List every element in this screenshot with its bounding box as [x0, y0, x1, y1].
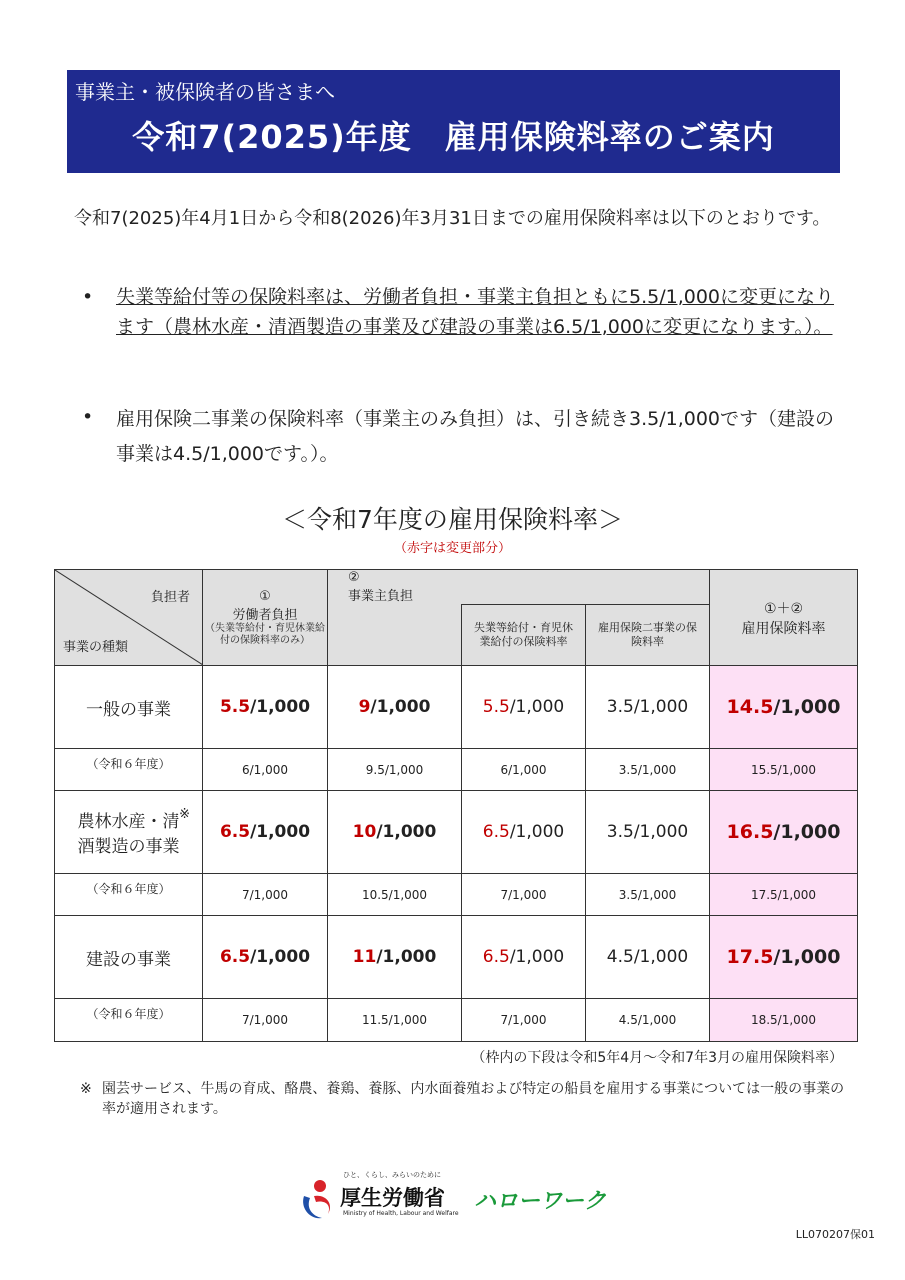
row-label-text: 建設の事業	[86, 949, 171, 970]
prev-value: 11.5/1,000	[328, 999, 462, 1042]
banner-subtitle: 事業主・被保険者の皆さまへ	[75, 80, 335, 104]
bullet-text: 雇用保険二事業の保険料率（事業主のみ負担）は、引き続き3.5/1,000です（建設の事業は4.5/1,000です。）。	[116, 408, 835, 465]
logo-ministry-en: Ministry of Health, Labour and Welfare	[343, 1210, 459, 1217]
employer-sub2-label: 雇用保険二事業の保険料率	[598, 621, 697, 648]
employer-sub1-header	[462, 605, 586, 666]
rate-hl: 5.5	[219, 697, 251, 717]
corner-top-label: 負担者	[150, 590, 190, 605]
total-num: ①＋②	[763, 600, 804, 617]
rate-hl: 14.5	[726, 696, 774, 718]
footnote-text: 園芸サービス、牛馬の育成、酪農、養鶏、養豚、内水面養殖および特定の船員を雇用する事業については一般の事業の率が適用されます。	[102, 1081, 845, 1117]
section-title: ＜令和7年度の雇用保険料率＞	[282, 505, 623, 534]
rate-rest: /1,000	[250, 947, 311, 967]
intro-text: 令和7(2025)年4月1日から令和8(2026)年3月31日までの雇用保険料率は以下のとおりです。	[74, 208, 831, 229]
worker-rate	[203, 666, 328, 749]
sub1-rate	[462, 666, 586, 749]
rate-rest: /1,000	[509, 697, 565, 717]
prev-value: 10.5/1,000	[328, 874, 462, 916]
corner-bottom-label: 事業の種類	[63, 640, 129, 655]
ministry-logo	[298, 1170, 628, 1225]
prev-value: 7/1,000	[462, 999, 586, 1042]
total-rate	[710, 791, 858, 874]
rate-hl: 11	[352, 947, 377, 967]
rate-text: 3.5/1,000	[606, 697, 689, 717]
logo-hellowork: ハローワーク	[474, 1189, 607, 1214]
row-label	[55, 666, 203, 749]
total-header	[710, 570, 858, 666]
worker-label: 労働者負担	[232, 607, 298, 623]
rate-rest: /1,000	[376, 947, 437, 967]
rate-rest: /1,000	[773, 946, 841, 968]
rate-hl: 6.5	[219, 822, 251, 842]
rate-rest: /1,000	[509, 947, 565, 967]
row-label	[55, 916, 203, 999]
employer-sub1-label: 失業等給付・育児休業給付の保険料率	[474, 621, 573, 648]
table-row-prev	[55, 999, 858, 1042]
rate-text: 4.5/1,000	[606, 947, 689, 967]
rate-rest: /1,000	[773, 696, 841, 718]
prev-value: 3.5/1,000	[586, 874, 710, 916]
employer-empty-sub	[328, 605, 462, 666]
rate-text: 3.5/1,000	[606, 822, 689, 842]
row-label-text: 一般の事業	[86, 699, 171, 720]
employer-label: 事業主負担	[348, 589, 414, 604]
rate-hl: 6.5	[219, 947, 251, 967]
bullet-dot: •	[82, 286, 94, 308]
logo-ministry: 厚生労働省	[340, 1186, 445, 1210]
rate-rest: /1,000	[250, 822, 311, 842]
bullet-text: 失業等給付等の保険料率は、労働者負担・事業主負担ともに5.5/1,000に変更になります（農林水産・清酒製造の事業及び建設の事業は6.5/1,000に変更になります。）。	[116, 286, 835, 338]
rate-rest: /1,000	[773, 821, 841, 843]
table-row-prev	[55, 749, 858, 791]
rate-rest: /1,000	[370, 697, 431, 717]
document-code: LL070207保01	[795, 1228, 875, 1241]
prev-value: 3.5/1,000	[586, 749, 710, 791]
section-note: （赤字は変更部分）	[393, 541, 511, 556]
sub2-rate	[586, 916, 710, 999]
total-label: 雇用保険料率	[741, 620, 826, 637]
sub2-rate	[586, 666, 710, 749]
rate-hl: 17.5	[726, 946, 774, 968]
worker-rate	[203, 791, 328, 874]
rate-hl: 6.5	[482, 822, 510, 842]
prev-value: 7/1,000	[462, 874, 586, 916]
worker-num: ①	[259, 588, 271, 604]
rate-hl: 10	[352, 822, 377, 842]
prev-value: 9.5/1,000	[328, 749, 462, 791]
prev-value: 17.5/1,000	[710, 874, 858, 916]
rate-hl: 5.5	[482, 697, 510, 717]
corner-cell	[55, 570, 203, 666]
sub1-rate	[462, 791, 586, 874]
sub2-rate	[586, 791, 710, 874]
title-banner	[67, 70, 840, 173]
prev-label: （令和６年度）	[55, 999, 203, 1042]
row-label	[55, 791, 203, 874]
total-rate	[710, 916, 858, 999]
prev-value: 15.5/1,000	[710, 749, 858, 791]
employer-num: ②	[348, 570, 360, 585]
rate-rest: /1,000	[376, 822, 437, 842]
bullet-dot: •	[82, 406, 94, 428]
rate-hl: 6.5	[482, 947, 510, 967]
prev-value: 7/1,000	[203, 999, 328, 1042]
table-note: （枠内の下段は令和5年4月～令和7年3月の雇用保険料率）	[471, 1050, 843, 1066]
prev-value: 6/1,000	[462, 749, 586, 791]
rate-rest: /1,000	[250, 697, 311, 717]
worker-note: （失業等給付・育児休業給付の保険料率のみ）	[205, 622, 325, 646]
worker-rate	[203, 916, 328, 999]
footnote-mark: ※	[80, 1081, 92, 1097]
employer-rate	[328, 916, 462, 999]
table-row	[55, 916, 858, 999]
ministry-emblem-icon	[298, 1178, 336, 1222]
sub1-rate	[462, 916, 586, 999]
prev-value: 7/1,000	[203, 874, 328, 916]
table-row	[55, 666, 858, 749]
prev-value: 6/1,000	[203, 749, 328, 791]
banner-title: 令和7(2025)年度 雇用保険料率のご案内	[132, 118, 775, 156]
rate-rest: /1,000	[509, 822, 565, 842]
logo-tagline: ひと、くらし、みらいのために	[343, 1171, 441, 1179]
employer-header	[328, 570, 710, 605]
employer-sub2-header	[586, 605, 710, 666]
prev-label: （令和６年度）	[55, 749, 203, 791]
employer-rate	[328, 791, 462, 874]
total-rate	[710, 666, 858, 749]
row-label-text: 農林水産・清酒製造の事業	[77, 812, 180, 857]
table-row-prev	[55, 874, 858, 916]
rate-hl: 16.5	[726, 821, 774, 843]
prev-value: 18.5/1,000	[710, 999, 858, 1042]
employer-rate	[328, 666, 462, 749]
prev-value: 4.5/1,000	[586, 999, 710, 1042]
row-mark: ※	[179, 807, 190, 822]
rate-hl: 9	[358, 697, 371, 717]
worker-header	[203, 570, 328, 666]
rates-table	[54, 569, 858, 1042]
prev-label: （令和６年度）	[55, 874, 203, 916]
table-row	[55, 791, 858, 874]
